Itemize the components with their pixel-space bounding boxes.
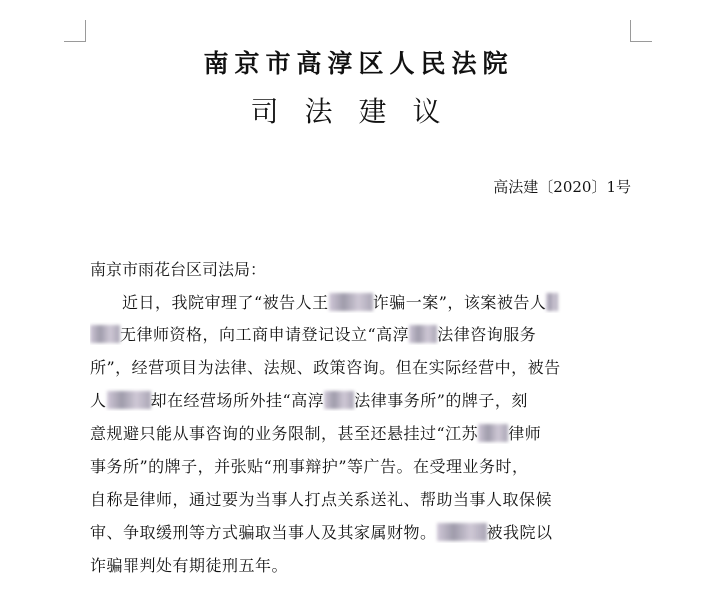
body-text: 无律师资格，向工商申请登记设立“高淳 xyxy=(120,325,410,344)
body-line xyxy=(90,454,628,477)
body-line xyxy=(90,421,628,444)
body-line xyxy=(90,553,628,576)
corner-mark-top-right xyxy=(630,20,652,42)
body-text: 事务所”的牌子，并张贴“刑事辩护”等广告。在受理业务时， xyxy=(90,457,529,476)
redacted-name xyxy=(437,523,487,541)
redacted-name xyxy=(324,391,354,409)
body-line xyxy=(90,355,628,378)
body-line xyxy=(90,388,628,411)
body-text: 自称是律师，通过要为当事人打点关系送礼、帮助当事人取保候 xyxy=(90,490,553,509)
document-type-title: 司法建议 xyxy=(250,95,467,128)
body-text: 人 xyxy=(90,391,107,410)
redacted-name xyxy=(546,293,558,311)
redacted-name xyxy=(329,293,373,311)
redacted-name xyxy=(107,391,151,409)
body-line xyxy=(90,487,628,510)
redacted-name xyxy=(90,325,120,343)
body-text: 法律咨询服务 xyxy=(437,325,537,344)
body-text: 近日，我院审理了“被告人王 xyxy=(122,293,329,312)
document-number: 高法建〔2020〕1号 xyxy=(493,178,631,196)
body-text: 法律事务所”的牌子，刻 xyxy=(354,391,528,410)
body-line xyxy=(90,290,628,313)
body-text: 意规避只能从事咨询的业务限制，甚至还悬挂过“江苏 xyxy=(90,424,479,443)
body-text: 被我院以 xyxy=(486,523,553,542)
body-text: 审、争取缓刑等方式骗取当事人及其家属财物。 xyxy=(90,523,437,542)
body-line xyxy=(90,322,628,345)
body-text: 诈骗罪判处有期徒刑五年。 xyxy=(90,556,289,575)
recipient-salutation: 南京市雨花台区司法局： xyxy=(90,260,267,279)
body-line xyxy=(90,520,628,543)
redacted-name xyxy=(409,325,437,343)
court-name-title: 南京市高淳区人民法院 xyxy=(203,49,514,78)
body-text: 所”，经营项目为法律、法规、政策咨询。但在实际经营中，被告 xyxy=(90,358,561,377)
corner-mark-top-left xyxy=(64,20,86,42)
body-text: 却在经营场所外挂“高淳 xyxy=(150,391,325,410)
redacted-name xyxy=(478,424,508,442)
body-text: 诈骗一案”，该案被告人 xyxy=(372,293,547,312)
body-text: 律师 xyxy=(508,424,542,443)
